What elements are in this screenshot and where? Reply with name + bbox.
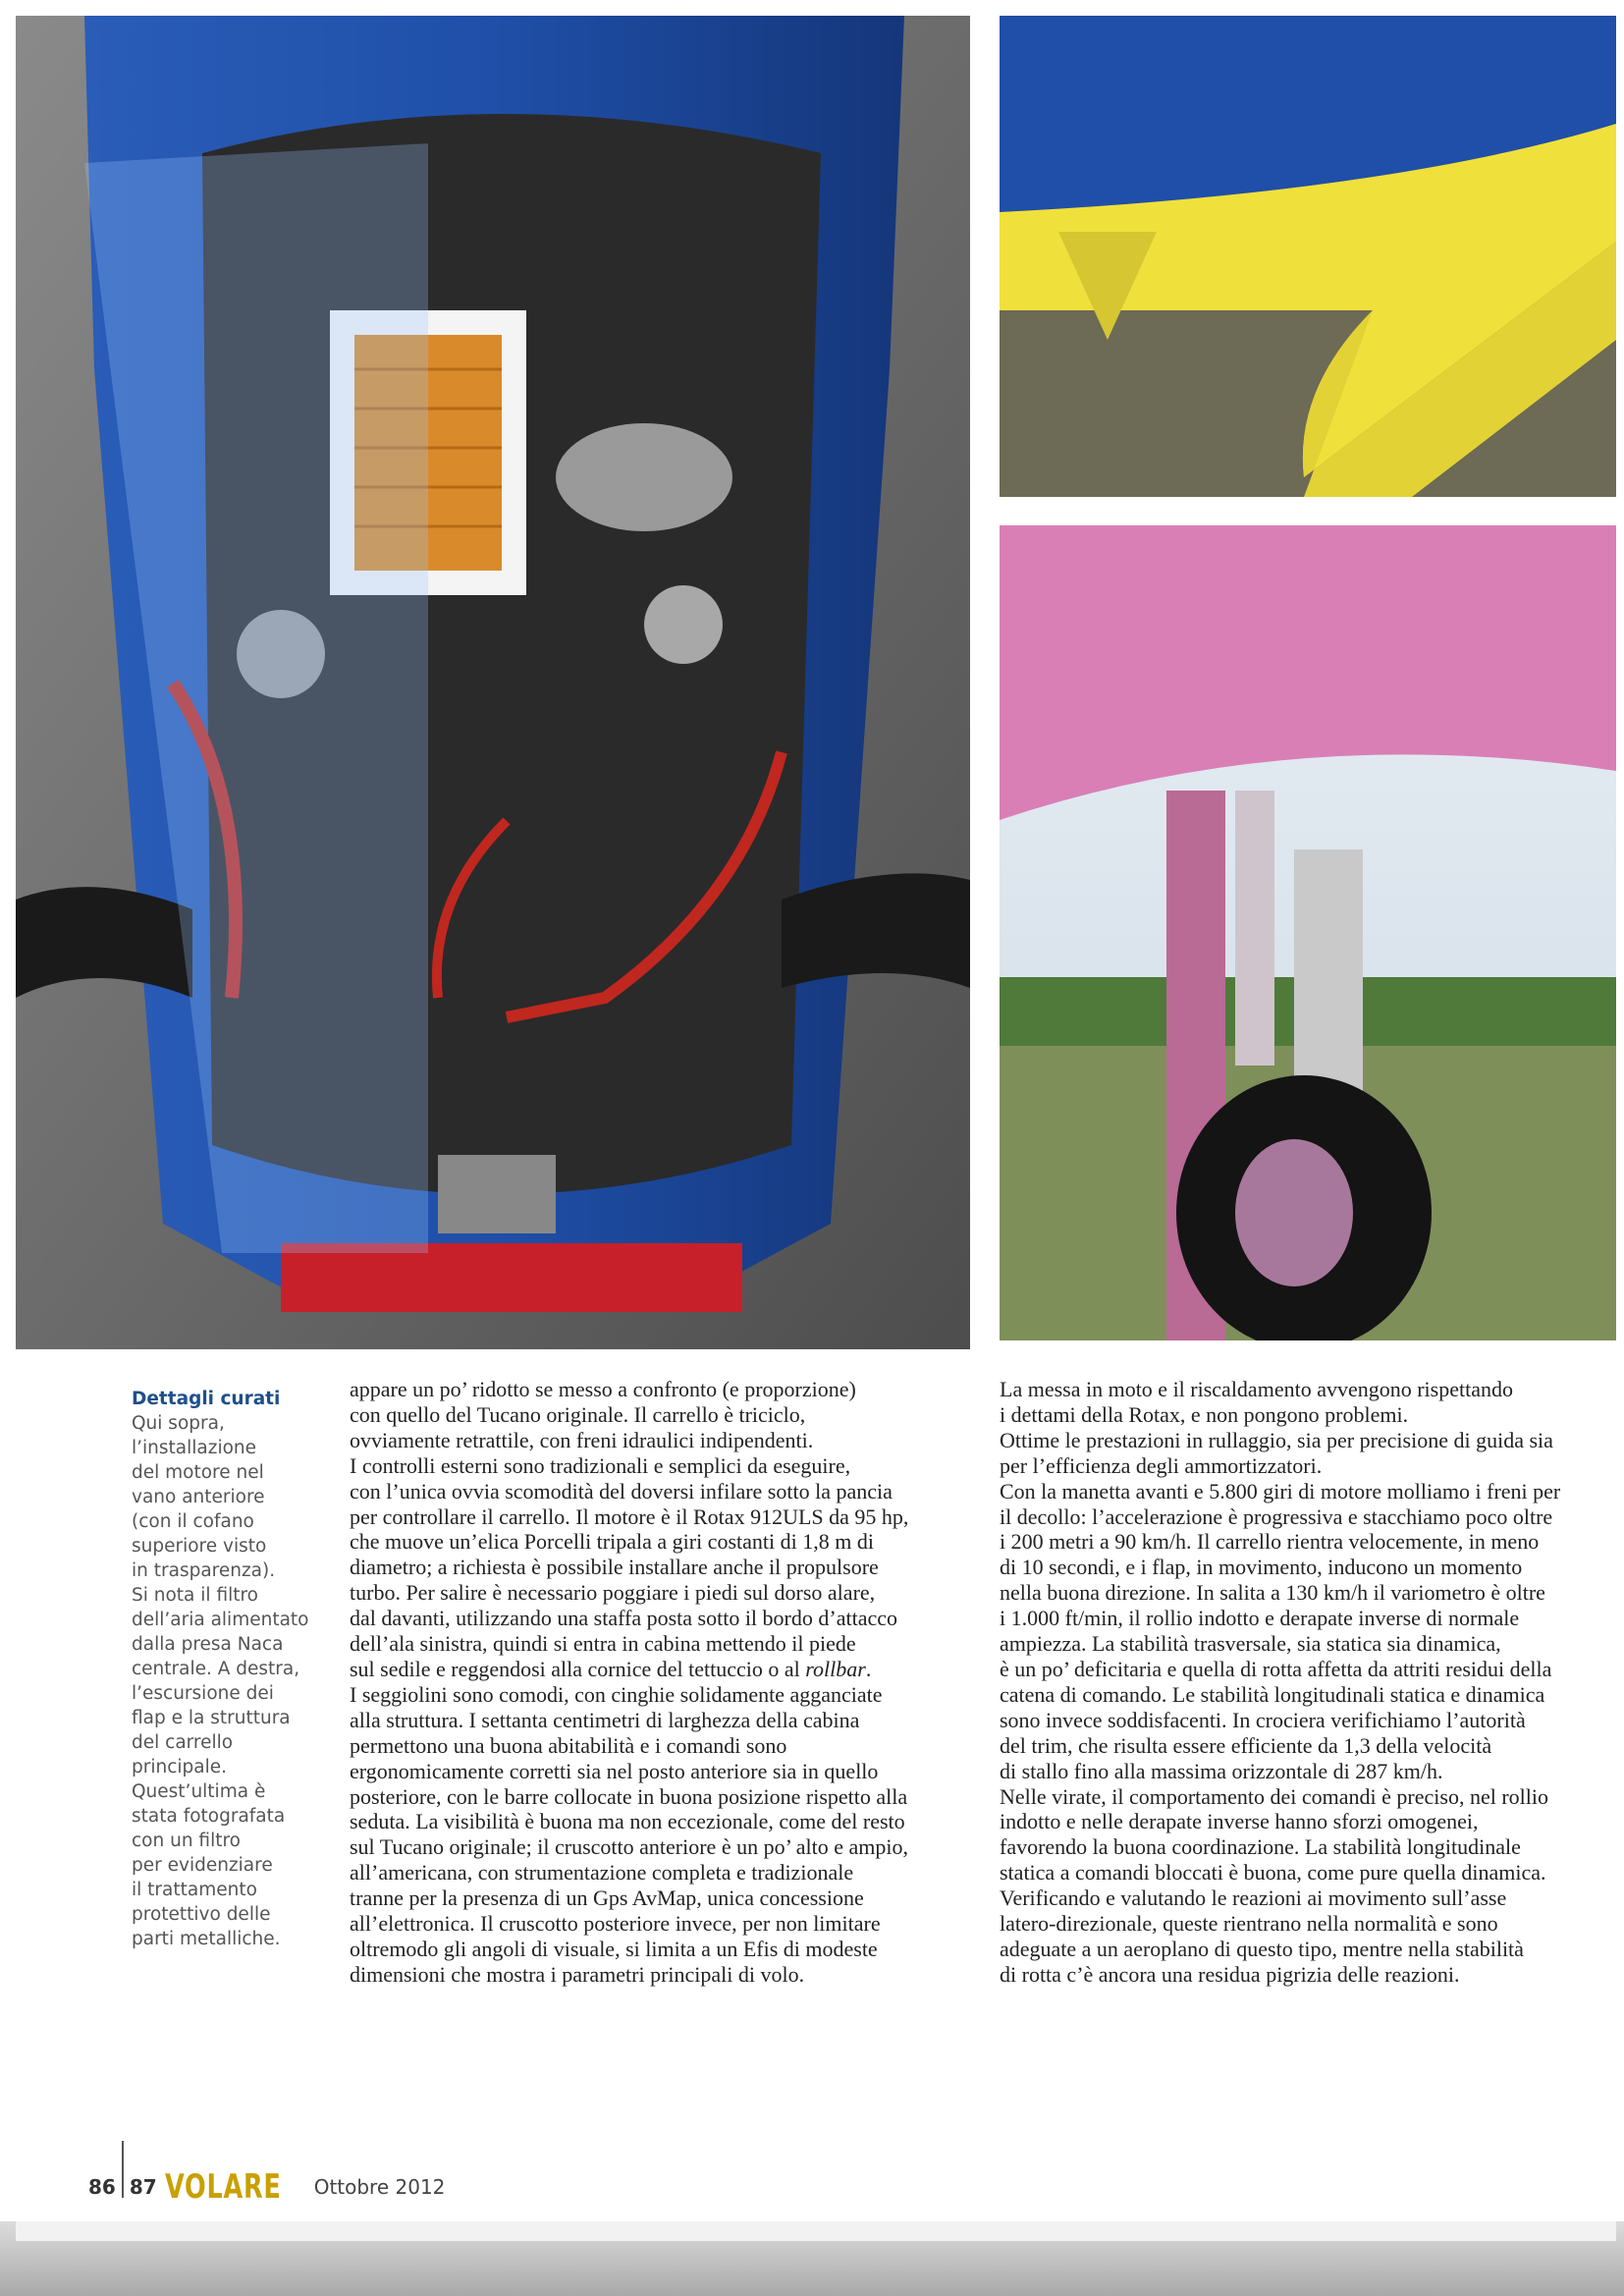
text-line: i 1.000 ft/min, il rollio indotto e derapate inverse di normale [1000,1606,1520,1631]
text-line: appare un po’ ridotto se messo a confronto (e proporzione) [350,1377,856,1401]
text-line: catena di comando. Le stabilità longitudinali statica e dinamica [1000,1681,1545,1707]
text-line-with-italic [350,1657,972,1682]
caption-line: Qui sopra, [132,1413,225,1434]
page-footer [88,2159,445,2215]
engine-bay-illustration [16,16,970,1349]
text-line: adeguate a un aeroplano di questo tipo, mentre nella stabilità [1000,1936,1524,1961]
text-line: con l’unica ovvia scomodità del doversi infilare sotto la pancia [350,1478,893,1503]
caption-line: per evidenziare [132,1855,273,1876]
caption-line: stata fotografata [132,1806,286,1827]
text-line: statica a comandi bloccati è buona, come pure quella dinamica. [1000,1860,1546,1886]
text-line: tranne per la presenza di un Gps AvMap, unica concessione [350,1886,864,1911]
text-line: Ottime le prestazioni in rullaggio, sia per precisione di guida sia [1000,1427,1553,1452]
text-line: turbo. Per salire è necessario poggiare i piedi sul dorso alare, [350,1580,876,1606]
text-line: di rotta c’è ancora una residua pigrizia delle reazioni. [1000,1961,1460,1987]
caption-line: in trasparenza). [132,1560,276,1581]
magazine-logo: VOLARE [164,2167,282,2207]
text-line: La messa in moto e il riscaldamento avvengono rispettando [1000,1377,1513,1401]
text-line: permettono una buona abitabilità e i comandi sono [350,1732,787,1758]
text-line: sul sedile e reggendosi alla cornice del tettuccio o al [350,1656,800,1681]
caption-line: il trattamento [132,1880,257,1900]
text-line: con quello del Tucano originale. Il carrello è triciclo, [350,1401,806,1427]
page-number-right: 87 [129,2175,157,2199]
text-line: I seggiolini sono comodi, con cinghie solidamente agganciate [350,1681,883,1707]
text-line: dal davanti, utilizzando una staffa posta sotto il bordo d’attacco [350,1606,897,1631]
text-line: Verificando e valutando le reazioni ai movimento sull’asse [1000,1886,1507,1911]
text-line: dimensioni che mostra i parametri principali di volo. [350,1961,805,1987]
text-line: all’americana, con strumentazione completa e tradizionale [350,1860,854,1886]
text-line: sul Tucano originale; il cruscotto anteriore è un po’ alto e ampio, [350,1834,909,1860]
caption-line: flap e la struttura [132,1708,291,1728]
italic-word: rollbar [805,1656,866,1681]
text-line: di stallo fino alla massima orizzontale di 287 km/h. [1000,1758,1443,1783]
text-line: sono invece soddisfacenti. In crociera verifichiamo l’autorità [1000,1707,1526,1732]
text-line: i dettami della Rotax, e non pongono problemi. [1000,1401,1409,1427]
caption-line: protettivo delle [132,1904,271,1925]
paper-edge [16,2221,1616,2241]
text-line: ovviamente retrattile, con freni idraulici indipendenti. [350,1427,814,1452]
caption-line: principale. [132,1757,228,1777]
text-line: per l’efficienza degli ammortizzatori. [1000,1452,1323,1478]
article-column-middle [350,1377,972,1988]
caption-line: con un filtro [132,1831,241,1851]
text-line: ergonomicamente corretti sia nel posto anteriore sia in quello [350,1758,879,1783]
text-line: favorendo la buona coordinazione. La stabilità longitudinale [1000,1834,1521,1860]
text-line: seduta. La visibilità è buona ma non eccezionale, come del resto [350,1809,905,1834]
caption-title: Dettagli curati [132,1389,281,1409]
text-line: diametro; a richiesta è possibile installare anche il propulsore [350,1555,879,1580]
text-line: il decollo: l’accelerazione è progressiva e stacchiamo poco oltre [1000,1503,1553,1529]
text-line: oltremodo gli angoli di visuale, si limita a un Efis di modeste [350,1936,878,1961]
caption-line: l’installazione [132,1438,257,1458]
caption-line: dalla presa Naca [132,1634,284,1655]
punctuation: . [865,1656,872,1681]
caption-line: del carrello [132,1732,234,1753]
text-line: che muove un’elica Porcelli tripala a giri costanti di 1,8 m di [350,1529,874,1555]
text-line: latero-direzionale, queste rientrano nella normalità e sono [1000,1911,1498,1937]
text-line: per controllare il carrello. Il motore è il Rotax 912ULS da 95 hp, [350,1503,909,1529]
text-line: è un po’ deficitaria e quella di rotta affetta da attriti residui della [1000,1656,1552,1681]
issue-date: Ottobre 2012 [313,2175,446,2199]
text-line: Nelle virate, il comportamento dei comandi è preciso, nel rollio [1000,1783,1548,1809]
landing-gear-photo [1000,525,1616,1340]
caption-line: l’escursione dei [132,1683,274,1704]
caption-line: Si nota il filtro [132,1585,259,1606]
landing-gear-illustration [1000,525,1616,1340]
text-line: del trim, che risulta essere efficiente da 1,3 della velocità [1000,1732,1492,1758]
text-line: I controlli esterni sono tradizionali e semplici da eseguire, [350,1452,851,1478]
text-line: ampiezza. La stabilità trasversale, sia statica sia dinamica, [1000,1631,1501,1657]
page-divider [122,2141,124,2198]
text-line: nella buona direzione. In salita a 130 km/h il variometro è oltre [1000,1580,1545,1606]
caption-line: vano anteriore [132,1487,265,1507]
text-line: i 200 metri a 90 km/h. Il carrello rientra velocemente, in meno [1000,1529,1540,1555]
text-line: posteriore, con le barre collocate in buona posizione rispetto alla [350,1783,908,1809]
caption-line: (con il cofano [132,1511,254,1532]
flap-photo [1000,16,1616,497]
caption-line: parti metalliche. [132,1929,281,1949]
text-line: Con la manetta avanti e 5.800 giri di motore molliamo i freni per [1000,1478,1561,1503]
photo-caption [132,1387,310,1951]
scan-edge [0,2221,1624,2296]
caption-line: dell’aria alimentato [132,1610,309,1630]
text-line: dell’ala sinistra, quindi si entra in cabina mettendo il piede [350,1631,856,1657]
flap-illustration [1000,16,1616,497]
text-line: alla struttura. I settanta centimetri di larghezza della cabina [350,1707,860,1732]
text-line: all’elettronica. Il cruscotto posteriore invece, per non limitare [350,1911,881,1937]
caption-line: del motore nel [132,1462,264,1483]
caption-line: superiore visto [132,1536,267,1557]
text-line: indotto e nelle derapate inverse hanno sforzi omogenei, [1000,1809,1479,1834]
engine-bay-photo [16,16,970,1349]
caption-line: Quest’ultima è [132,1781,266,1802]
caption-line: centrale. A destra, [132,1659,300,1679]
article-column-right [1000,1377,1616,1988]
text-line: di 10 secondi, e i flap, in movimento, inducono un momento [1000,1555,1523,1580]
page-number-left: 86 [88,2175,116,2199]
